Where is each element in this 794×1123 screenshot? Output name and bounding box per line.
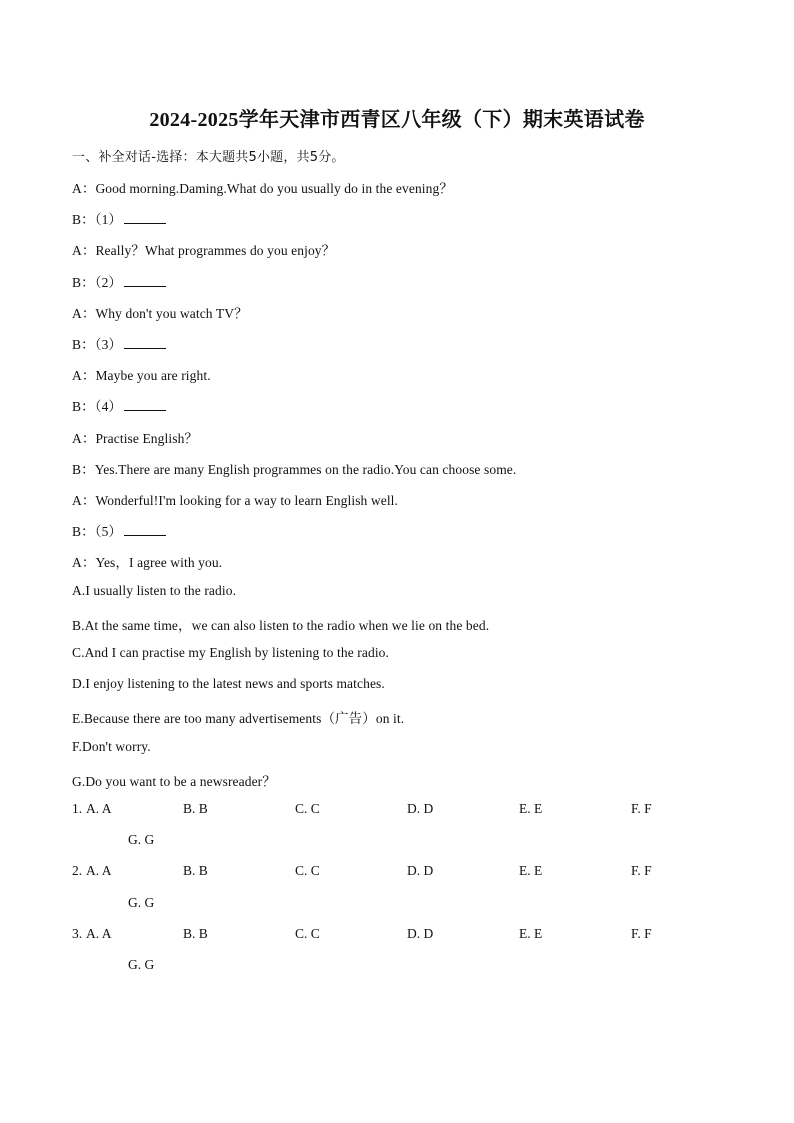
answer-option[interactable]: G. G [128,894,155,910]
answer-option[interactable]: E. E [519,925,543,941]
answer-option[interactable]: D. D [407,925,434,941]
dialogue-line [72,302,248,322]
answer-option[interactable]: E. E [519,801,543,816]
speaker-label: A： [72,181,96,196]
choice-item: A.I usually listen to the radio. [72,582,237,598]
choice-item: C.And I can practise my English by listening to the radio. [72,645,389,660]
speaker-label: B： [72,461,95,477]
dialogue-text: Why don't you watch TV？ [95,305,248,321]
dialogue-text: （5） [94,524,123,540]
answer-blank[interactable] [124,398,166,411]
speaker-label: A： [72,555,96,571]
dialogue-line [72,520,166,540]
dialogue-text: Wonderful!I'm looking for a way to learn English well. [95,493,398,508]
speaker-label: A： [72,305,96,321]
dialogue-text: Yes.There are many English programmes on the radio.You can choose some. [94,461,517,477]
answer-option[interactable]: C. C [295,801,320,816]
answer-option[interactable]: A. A [86,801,112,816]
dialogue-line [72,427,198,447]
speaker-label: A： [72,493,96,508]
speaker-label: B： [72,399,95,415]
speaker-label: B： [72,337,95,352]
answer-blank[interactable] [124,523,166,536]
dialogue-text: Practise English？ [95,430,199,446]
dialogue-line [72,364,211,384]
speaker-label: A： [72,430,96,446]
answer-option[interactable]: D. D [407,863,434,879]
page-title: 2024-2025学年天津市西青区八年级（下）期末英语试卷 [149,109,645,131]
question-number: 1. [72,801,83,816]
answer-option[interactable]: A. A [86,863,112,879]
dialogue-line [72,333,166,353]
dialogue-line [72,239,335,259]
dialogue-line [72,177,453,197]
dialogue-text: （3） [94,337,123,352]
question-number: 3. [72,925,83,941]
answer-option[interactable]: D. D [407,801,434,816]
answer-blank[interactable] [124,336,166,349]
answer-option[interactable]: C. C [295,863,320,879]
speaker-label: B： [72,524,95,540]
answer-option[interactable]: E. E [519,863,543,879]
dialogue-text: （2） [94,274,123,290]
question-number: 2. [72,863,83,879]
dialogue-text: Good morning.Daming.What do you usually do in the evening？ [95,181,453,196]
speaker-label: B： [72,274,95,290]
dialogue-line [72,551,222,571]
answer-option[interactable]: F. F [631,863,652,879]
answer-option[interactable]: G. G [128,957,155,972]
answer-option[interactable]: F. F [631,801,652,816]
answer-option[interactable]: B. B [183,801,208,816]
answer-option[interactable]: C. C [295,925,320,941]
choice-item: E.Because there are too many advertisements（广告）on it. [72,711,405,727]
choice-item: G.Do you want to be a newsreader？ [72,773,276,789]
dialogue-line [72,271,166,291]
dialogue-line [72,489,398,509]
speaker-label: B： [72,212,95,228]
dialogue-text: （4） [94,399,123,415]
answer-option[interactable]: A. A [86,925,112,941]
dialogue-text: Yes，I agree with you. [95,555,223,571]
dialogue-line [72,208,166,228]
answer-option[interactable]: B. B [183,925,208,941]
dialogue-line [72,395,166,415]
dialogue-text: （1） [94,212,123,228]
dialogue-line [72,458,516,478]
answer-blank[interactable] [124,274,166,287]
speaker-label: A： [72,368,96,384]
choice-item: F.Don't worry. [72,738,151,754]
section-header: 一、补全对话-选择：本大题共5小题，共5分。 [72,150,345,165]
speaker-label: A： [72,243,96,259]
choice-item: D.I enjoy listening to the latest news and sports matches. [72,676,385,692]
choice-item: B.At the same time，we can also listen to the radio when we lie on the bed. [72,617,490,633]
dialogue-text: Really？What programmes do you enjoy？ [95,243,336,259]
answer-blank[interactable] [124,211,166,224]
dialogue-text: Maybe you are right. [95,368,211,384]
answer-option[interactable]: F. F [631,925,652,941]
answer-option[interactable]: G. G [128,832,155,848]
answer-option[interactable]: B. B [183,863,208,879]
